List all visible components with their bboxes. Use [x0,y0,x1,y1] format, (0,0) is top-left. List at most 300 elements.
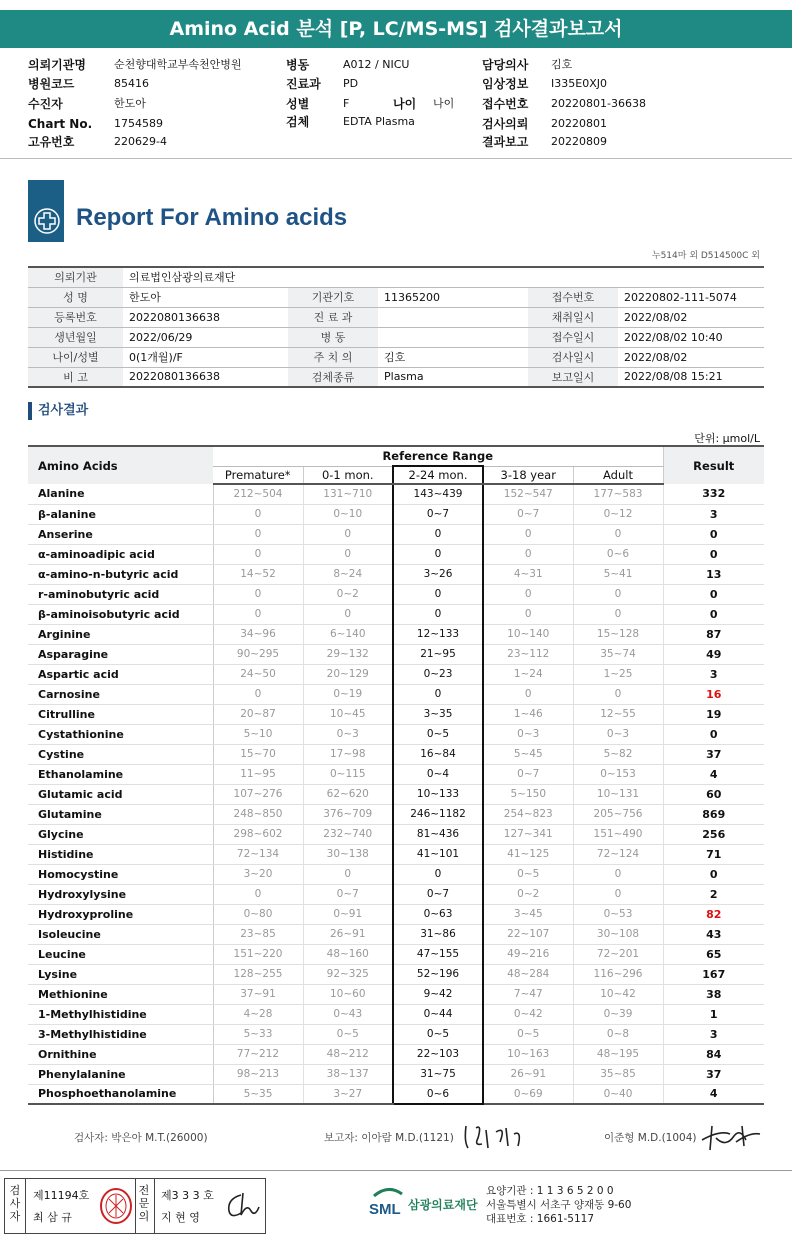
reference-range-cell: 151~490 [573,824,663,844]
amino-acid-name: Ornithine [28,1044,213,1064]
header-label: 병동 [286,58,310,72]
reference-range-cell: 4~28 [213,1004,303,1024]
reference-range-cell: 0 [213,584,303,604]
reference-range-cell: 1~25 [573,664,663,684]
result-value: 0 [663,724,764,744]
info-label: 채취일시 [528,307,618,327]
reference-range-cell: 29~132 [303,644,393,664]
header-value: 김호 [551,58,573,71]
header-value: PD [343,77,359,90]
table-row [28,764,764,784]
result-value: 43 [663,924,764,944]
header-value: 20220801 [551,117,607,130]
reference-range-cell: 72~124 [573,844,663,864]
reporter-signature: 보고자: 이아람 M.D.(1121) [324,1132,454,1144]
info-value: 2022/08/08 15:21 [618,367,764,387]
section-title: 검사결과 [28,402,88,420]
table-row [28,1084,764,1104]
reference-range-cell: 14~52 [213,564,303,584]
amino-acid-name: Glutamine [28,804,213,824]
reference-range-cell: 0~6 [573,544,663,564]
amino-acid-table [28,445,764,1105]
range-header: Adult [573,466,663,484]
reference-range-cell: 151~220 [213,944,303,964]
handwritten-signature-2 [223,1189,261,1223]
info-label: 비 고 [28,367,123,387]
table-row [28,684,764,704]
amino-acid-name: Phosphoethanolamine [28,1084,213,1104]
reference-range-cell: 9~42 [393,984,483,1004]
reference-range-cell: 248~850 [213,804,303,824]
reference-range-cell: 128~255 [213,964,303,984]
reference-range-cell: 10~45 [303,704,393,724]
info-value: 2022080136638 [123,367,288,387]
reference-range-cell: 0~10 [303,504,393,524]
amino-acid-name: Homocystine [28,864,213,884]
reference-range-cell: 20~129 [303,664,393,684]
info-label: 성 명 [28,287,123,307]
reference-range-cell: 0 [573,884,663,904]
table-row [28,944,764,964]
table-row [28,624,764,644]
reference-range-cell: 23~85 [213,924,303,944]
table-row [28,964,764,984]
result-value: 869 [663,804,764,824]
reference-range-cell: 6~140 [303,624,393,644]
reference-range-cell: 0~5 [483,1024,573,1044]
range-header: 2-24 mon. [393,466,483,484]
info-value: 2022/08/02 10:40 [618,327,764,347]
reference-range-cell: 177~583 [573,484,663,504]
reference-range-cell: 0 [303,524,393,544]
reference-range-cell: 7~47 [483,984,573,1004]
reference-range-cell: 1~24 [483,664,573,684]
amino-acid-name: Cystathionine [28,724,213,744]
table-row [28,504,764,524]
reference-range-cell: 0~91 [303,904,393,924]
reference-codes: 누514마 외 D514500C 외 [651,251,760,261]
result-value: 0 [663,524,764,544]
result-value: 4 [663,1084,764,1104]
reference-range-cell: 48~160 [303,944,393,964]
reference-range-cell: 0~5 [303,1024,393,1044]
report-logo [28,180,64,242]
header-value: 85416 [114,77,149,90]
reference-range-cell: 30~108 [573,924,663,944]
info-row [28,327,764,347]
reference-range-cell: 0~7 [483,764,573,784]
reference-range-cell: 3~27 [303,1084,393,1104]
reference-range-cell: 1~46 [483,704,573,724]
table-row [28,604,764,624]
info-value: Plasma [378,367,528,387]
table-row [28,544,764,564]
sml-inst-code: 요양기관 : 1 1 3 6 5 2 0 0 [486,1185,614,1197]
reference-range-cell: 0~7 [303,884,393,904]
reference-range-cell: 16~84 [393,744,483,764]
header-label: 검사의뢰 [482,117,529,131]
table-row [28,784,764,804]
amino-acid-name: Asparagine [28,644,213,664]
reference-range-cell: 116~296 [573,964,663,984]
reference-range-cell: 10~42 [573,984,663,1004]
header-label: 임상정보 [482,77,529,91]
reference-range-cell: 0~5 [393,724,483,744]
header-value: 1754589 [114,117,163,130]
amino-acid-name: Methionine [28,984,213,1004]
reference-range-cell: 0 [483,584,573,604]
result-value: 0 [663,864,764,884]
reference-range-cell: 24~50 [213,664,303,684]
reference-range-cell: 254~823 [483,804,573,824]
header-value: F [343,97,350,110]
info-label: 등록번호 [28,307,123,327]
info-label: 병 동 [288,327,378,347]
result-value: 87 [663,624,764,644]
result-value: 0 [663,544,764,564]
reference-range-cell: 0 [303,864,393,884]
reference-range-cell: 0 [213,684,303,704]
result-value: 49 [663,644,764,664]
reference-range-cell: 72~201 [573,944,663,964]
reference-range-cell: 5~35 [213,1084,303,1104]
reference-range-cell: 0 [573,584,663,604]
amino-acid-name: Leucine [28,944,213,964]
table-row [28,1064,764,1084]
reference-range-cell: 232~740 [303,824,393,844]
amino-acid-name: Alanine [28,484,213,504]
reference-range-cell: 0~39 [573,1004,663,1024]
reference-range-cell: 10~133 [393,784,483,804]
reference-range-cell: 0 [303,604,393,624]
license-name-1: 최 삼 규 [33,1211,72,1224]
reference-range-cell: 5~82 [573,744,663,764]
amino-acid-name: Hydroxylysine [28,884,213,904]
header-label: 접수번호 [482,97,529,111]
divider [0,158,792,159]
info-label: 주 치 의 [288,347,378,367]
header-label: 담당의사 [482,58,529,72]
patient-header [0,54,792,154]
reference-range-cell: 62~620 [303,784,393,804]
reference-range-cell: 0~7 [393,884,483,904]
info-value: 2022/08/02 [618,347,764,367]
amino-acid-name: Ethanolamine [28,764,213,784]
reference-range-cell: 0 [303,544,393,564]
reference-range-cell: 0~80 [213,904,303,924]
amino-acid-name: Arginine [28,624,213,644]
result-value: 0 [663,584,764,604]
reference-range-cell: 0 [393,584,483,604]
amino-acid-name: Aspartic acid [28,664,213,684]
sml-phone: 대표번호 : 1661-5117 [486,1213,595,1225]
tester-signature: 검사자: 박은아 M.T.(26000) [74,1132,208,1144]
reference-range-cell: 0~12 [573,504,663,524]
doctor-handwritten-signature [700,1120,762,1152]
result-value: 38 [663,984,764,1004]
reference-range-cell: 0~115 [303,764,393,784]
reference-range-cell: 0 [573,864,663,884]
reference-range-cell: 0~4 [393,764,483,784]
reference-range-cell: 0 [483,604,573,624]
header-value: 나이 [433,97,455,110]
result-value: 19 [663,704,764,724]
info-label: 검체종류 [288,367,378,387]
header-label: 검체 [286,115,310,129]
table-row [28,844,764,864]
header-label: 진료과 [286,77,321,91]
license-no-1: 제11194호 [33,1189,90,1202]
reference-range-cell: 0 [573,524,663,544]
seal-stamp-1 [99,1187,133,1225]
reference-range-cell: 26~91 [483,1064,573,1084]
reference-range-cell: 0 [213,524,303,544]
amino-acid-name: r-aminobutyric acid [28,584,213,604]
header-label: 수진자 [28,97,63,111]
reference-range-cell: 22~103 [393,1044,483,1064]
header-label: 성별 [286,97,310,111]
reference-range-cell: 23~112 [483,644,573,664]
info-label: 기관기호 [288,287,378,307]
reference-range-cell: 0~63 [393,904,483,924]
reference-range-cell: 0 [213,884,303,904]
info-value: 0(1개월)/F [123,347,288,367]
reference-range-cell: 0~2 [303,584,393,604]
info-row [28,367,764,387]
certification-stamp-box [4,1178,266,1234]
reference-range-cell: 0~5 [483,864,573,884]
reference-range-cell: 31~86 [393,924,483,944]
amino-acid-name: Histidine [28,844,213,864]
reference-range-cell: 0~7 [483,504,573,524]
info-value: 2022080136638 [123,307,288,327]
reference-range-cell: 0~5 [393,1024,483,1044]
reference-range-cell: 92~325 [303,964,393,984]
table-row [28,564,764,584]
result-value: 0 [663,604,764,624]
reference-range-cell: 0~8 [573,1024,663,1044]
amino-acid-name: α-amino-n-butyric acid [28,564,213,584]
reference-range-cell: 8~24 [303,564,393,584]
header-value: 20220809 [551,135,607,148]
info-label: 접수번호 [528,287,618,307]
table-row [28,884,764,904]
info-value: 한도아 [123,287,288,307]
table-row [28,864,764,884]
footer-divider [0,1170,792,1171]
sml-name: 삼광의료재단 [408,1198,478,1212]
reference-range-cell: 10~131 [573,784,663,804]
reference-range-cell: 38~137 [303,1064,393,1084]
header-label: 나이 [393,97,417,111]
patient-info-table [28,266,764,388]
amino-acid-name: Glutamic acid [28,784,213,804]
reference-range-cell: 205~756 [573,804,663,824]
license-name-2: 지 현 영 [161,1211,200,1224]
reference-range-cell: 48~284 [483,964,573,984]
reference-range-cell: 0 [213,504,303,524]
result-value: 3 [663,664,764,684]
info-value: 20220802-111-5074 [618,287,764,307]
amino-acid-name: β-aminoisobutyric acid [28,604,213,624]
header-label: 고유번호 [28,135,75,149]
reference-range-cell: 0 [573,604,663,624]
report-banner: Amino Acid 분석 [P, LC/MS-MS] 검사결과보고서 [0,10,792,48]
reference-range-cell: 12~133 [393,624,483,644]
reference-range-cell: 22~107 [483,924,573,944]
reference-range-cell: 0~43 [303,1004,393,1024]
result-value: 71 [663,844,764,864]
reference-range-cell: 47~155 [393,944,483,964]
reference-range-cell: 34~96 [213,624,303,644]
header-result: Result [663,446,764,484]
table-row [28,524,764,544]
table-row [28,904,764,924]
reference-range-cell: 5~41 [573,564,663,584]
info-row [28,307,764,327]
result-value: 37 [663,744,764,764]
reference-range-cell: 0 [393,524,483,544]
reference-range-cell: 37~91 [213,984,303,1004]
stamp-label-2: 전문의 [138,1184,150,1223]
reference-range-cell: 35~74 [573,644,663,664]
header-value: A012 / NICU [343,58,410,71]
reference-range-cell: 0 [393,864,483,884]
reference-range-cell: 17~98 [303,744,393,764]
info-value: 김호 [378,347,528,367]
info-value [378,327,528,347]
amino-acid-name: α-aminoadipic acid [28,544,213,564]
reference-range-cell: 0~40 [573,1084,663,1104]
info-label: 검사일시 [528,347,618,367]
amino-acid-name: Cystine [28,744,213,764]
range-header: 3-18 year [483,466,573,484]
reference-range-cell: 12~55 [573,704,663,724]
reference-range-cell: 0~3 [573,724,663,744]
reference-range-cell: 48~212 [303,1044,393,1064]
reference-range-cell: 0 [393,684,483,704]
result-value: 82 [663,904,764,924]
reference-range-cell: 246~1182 [393,804,483,824]
reference-range-cell: 152~547 [483,484,573,504]
result-value: 13 [663,564,764,584]
result-value: 256 [663,824,764,844]
table-row [28,664,764,684]
result-value: 16 [663,684,764,704]
amino-acid-name: Glycine [28,824,213,844]
reference-range-cell: 0 [393,544,483,564]
amino-acid-name: Hydroxyproline [28,904,213,924]
reference-range-cell: 41~125 [483,844,573,864]
result-value: 65 [663,944,764,964]
table-row [28,1004,764,1024]
reference-range-cell: 11~95 [213,764,303,784]
reference-range-cell: 10~140 [483,624,573,644]
reference-range-cell: 0 [213,604,303,624]
info-label: 생년월일 [28,327,123,347]
reference-range-cell: 0~69 [483,1084,573,1104]
info-row [28,347,764,367]
reference-range-cell: 98~213 [213,1064,303,1084]
reference-range-cell: 81~436 [393,824,483,844]
reference-range-cell: 3~35 [393,704,483,724]
reference-range-cell: 31~75 [393,1064,483,1084]
reference-range-cell: 0 [393,604,483,624]
sml-info [486,1184,631,1226]
reference-range-cell: 0~2 [483,884,573,904]
info-label: 진 료 과 [288,307,378,327]
reporter-handwritten-signature [462,1122,532,1152]
info-label: 나이/성별 [28,347,123,367]
reference-range-cell: 30~138 [303,844,393,864]
amino-acid-name: β-alanine [28,504,213,524]
reference-range-cell: 3~20 [213,864,303,884]
reference-range-cell: 5~150 [483,784,573,804]
reference-range-cell: 72~134 [213,844,303,864]
header-value: 순천향대학교부속천안병원 [114,58,242,71]
table-row [28,724,764,744]
result-value: 60 [663,784,764,804]
table-row [28,704,764,724]
svg-text:SML: SML [369,1201,401,1218]
result-value: 2 [663,884,764,904]
reference-range-cell: 49~216 [483,944,573,964]
table-row [28,824,764,844]
reference-range-cell: 0~3 [483,724,573,744]
stamp-label-1: 검사자 [9,1184,21,1223]
header-value: 20220801-36638 [551,97,646,110]
reference-range-cell: 0~153 [573,764,663,784]
reference-range-cell: 143~439 [393,484,483,504]
result-value: 84 [663,1044,764,1064]
table-row [28,644,764,664]
header-label: 결과보고 [482,135,529,149]
reference-range-cell: 4~31 [483,564,573,584]
result-value: 3 [663,504,764,524]
reference-range-cell: 212~504 [213,484,303,504]
reference-range-cell: 0 [483,544,573,564]
cross-icon [34,208,60,234]
header-reference-range: Reference Range [213,446,663,466]
header-label: Chart No. [28,117,93,131]
amino-acid-name: Phenylalanine [28,1064,213,1084]
result-value: 37 [663,1064,764,1084]
reference-range-cell: 0 [573,684,663,704]
reference-range-cell: 90~295 [213,644,303,664]
reference-range-cell: 21~95 [393,644,483,664]
header-value: 한도아 [114,97,146,110]
info-row [28,267,764,287]
table-row [28,584,764,604]
reference-range-cell: 0~7 [393,504,483,524]
table-row [28,984,764,1004]
header-amino-acids: Amino Acids [28,446,213,484]
reference-range-cell: 298~602 [213,824,303,844]
info-label: 보고일시 [528,367,618,387]
reference-range-cell: 0~3 [303,724,393,744]
table-row [28,744,764,764]
table-row [28,1024,764,1044]
amino-acid-name: 1-Methylhistidine [28,1004,213,1024]
reference-range-cell: 3~45 [483,904,573,924]
info-value: 2022/06/29 [123,327,288,347]
reference-range-cell: 0~6 [393,1084,483,1104]
reference-range-cell: 15~70 [213,744,303,764]
reference-range-cell: 0~42 [483,1004,573,1024]
table-row [28,1044,764,1064]
result-value: 167 [663,964,764,984]
reference-range-cell: 10~163 [483,1044,573,1064]
